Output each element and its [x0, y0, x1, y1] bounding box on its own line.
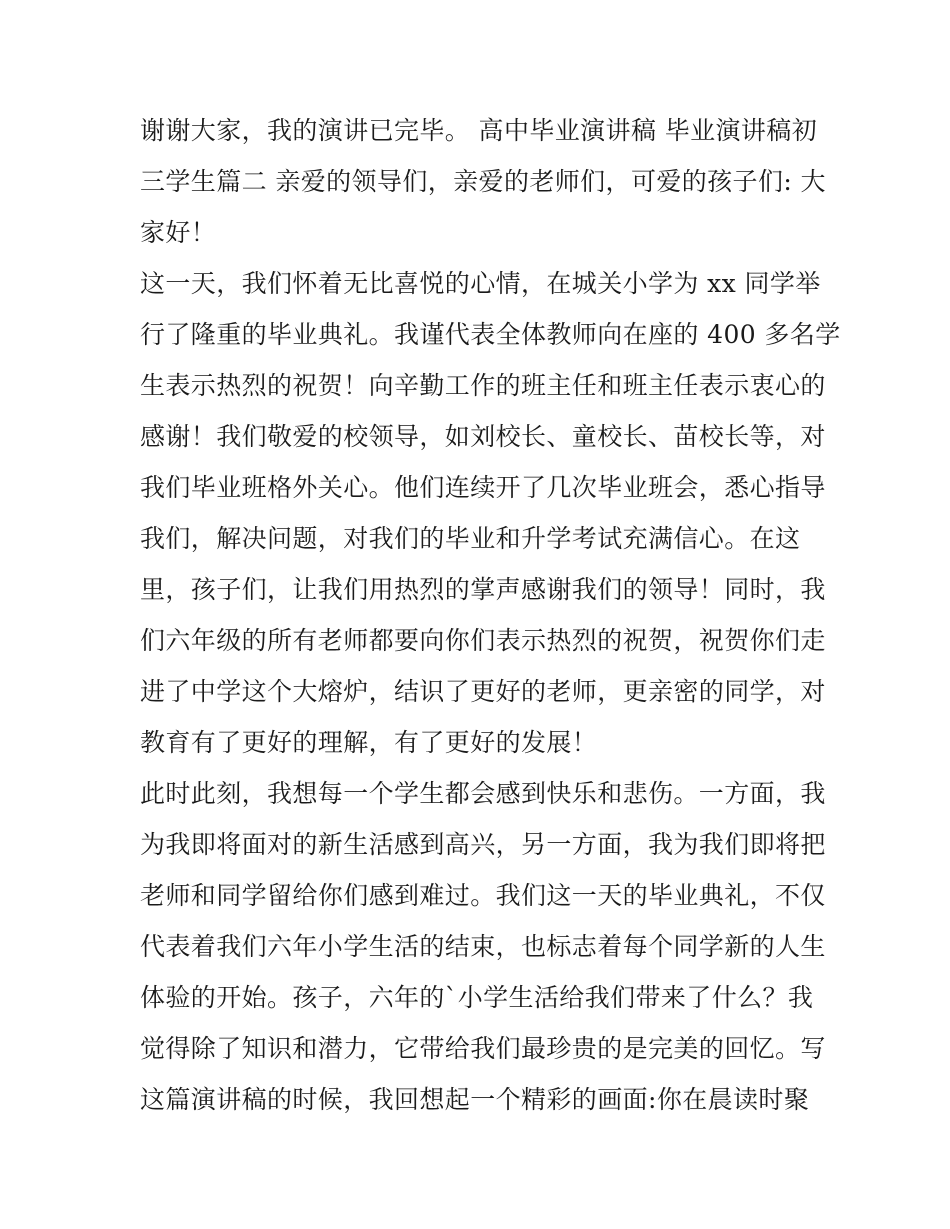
text-line: 里，孩子们，让我们用热烈的掌声感谢我们的领导！同时，我	[140, 575, 826, 604]
text-line: 我们毕业班格外关心。他们连续开了几次毕业班会，悉心指导	[140, 473, 826, 502]
text-line: 进了中学这个大熔炉，结识了更好的老师，更亲密的同学，对	[140, 677, 826, 706]
body-text	[140, 109, 841, 1129]
text-line: 我们，解决问题，对我们的毕业和升学考试充满信心。在这	[140, 524, 801, 553]
text-line: 老师和同学留给你们感到难过。我们这一天的毕业典礼，不仅	[140, 881, 826, 910]
text-line: 行了隆重的毕业典礼。我谨代表全体教师向在座的 400 多名学	[140, 320, 841, 349]
text-line: 感谢！我们敬爱的校领导，如刘校长、童校长、苗校长等，对	[140, 422, 826, 451]
text-line: 生表示热烈的祝贺！向辛勤工作的班主任和班主任表示衷心的	[140, 371, 826, 400]
text-line: 体验的开始。孩子，六年的`小学生活给我们带来了什么？我	[140, 983, 814, 1012]
text-line: 觉得除了知识和潜力，它带给我们最珍贵的是完美的回忆。写	[140, 1034, 826, 1063]
text-line: 这篇演讲稿的时候，我回想起一个精彩的画面:你在晨读时聚	[140, 1085, 810, 1114]
text-line: 教育有了更好的理解，有了更好的发展！	[140, 728, 598, 757]
text-line: 这一天，我们怀着无比喜悦的心情，在城关小学为 xx 同学举	[140, 269, 821, 298]
text-line: 们六年级的所有老师都要向你们表示热烈的祝贺，祝贺你们走	[140, 626, 826, 655]
text-line: 代表着我们六年小学生活的结束，也标志着每个同学新的人生	[140, 932, 826, 961]
text-line: 三学生篇二 亲爱的领导们，亲爱的老师们，可爱的孩子们: 大	[140, 167, 826, 196]
text-line: 此时此刻，我想每一个学生都会感到快乐和悲伤。一方面，我	[140, 779, 826, 808]
text-line: 为我即将面对的新生活感到高兴，另一方面，我为我们即将把	[140, 830, 826, 859]
text-line: 谢谢大家，我的演讲已完毕。 高中毕业演讲稿 毕业演讲稿初	[140, 116, 818, 145]
text-line: 家好！	[140, 218, 217, 247]
